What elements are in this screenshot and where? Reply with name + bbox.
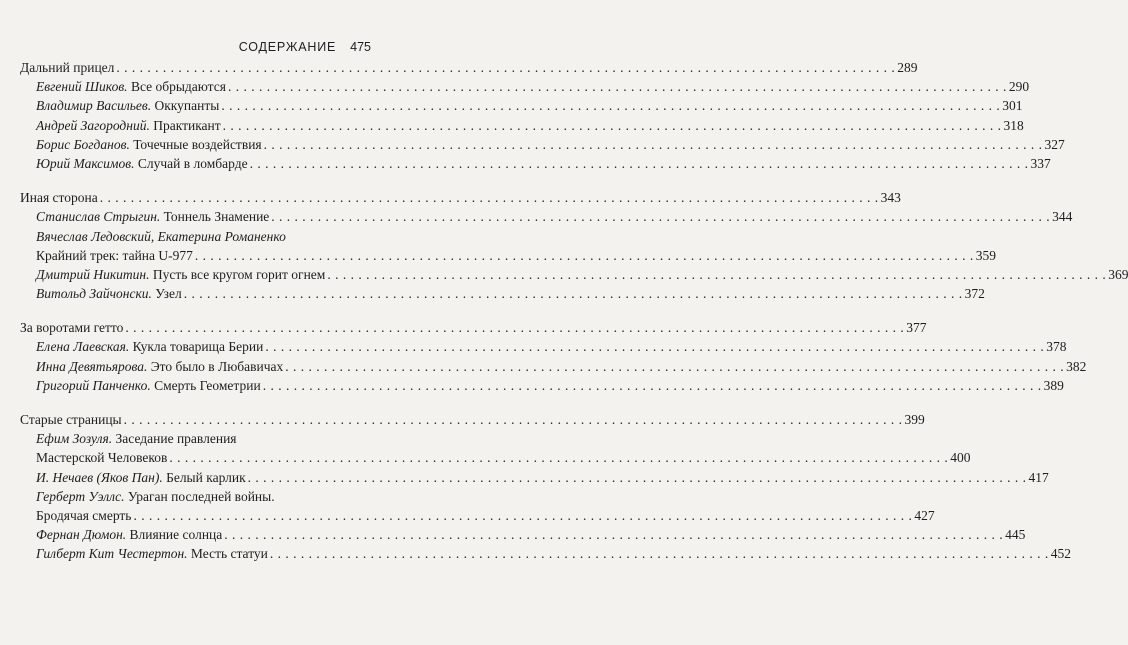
- dot-leader: [264, 135, 1043, 154]
- toc-entry: [20, 468, 1049, 487]
- entry-author: Дмитрий Никитин.: [36, 266, 150, 282]
- page-number: 290: [1008, 79, 1030, 95]
- entry-title: Белый карлик: [166, 469, 246, 485]
- entry-author: Станислав Стрыгин.: [36, 209, 161, 225]
- entry-author: Витольд Зайчонски.: [36, 286, 152, 302]
- toc-entry: [20, 376, 1064, 395]
- entry-text: [36, 337, 263, 356]
- toc-entry: [20, 525, 1026, 544]
- page-number: 301: [1002, 98, 1023, 114]
- section-heading: [20, 318, 927, 337]
- toc-section: [20, 58, 1065, 173]
- section-heading: [20, 188, 901, 207]
- entry-text: [36, 135, 262, 154]
- dot-leader: [116, 58, 895, 77]
- entry-title: Тоннель Знамение: [163, 209, 270, 225]
- entry-title: Узел: [155, 286, 182, 302]
- page-number: 327: [1044, 136, 1065, 152]
- dot-leader: [223, 116, 1002, 135]
- entry-text: [36, 227, 286, 246]
- dot-leader: [327, 265, 1106, 284]
- dot-leader: [125, 318, 904, 337]
- entry-text: [36, 376, 261, 395]
- page-number: 400: [950, 450, 971, 466]
- page-number: 382: [1066, 358, 1087, 374]
- toc-entry: [20, 448, 971, 467]
- entry-author: Фернан Дюмон.: [36, 527, 127, 543]
- toc-entry: [20, 207, 1073, 226]
- entry-title: Бродячая смерть: [36, 507, 132, 523]
- entry-author: Григорий Панченко.: [36, 377, 151, 393]
- dot-leader: [100, 188, 879, 207]
- entry-author: Елена Лаевская.: [36, 339, 130, 355]
- dot-leader: [184, 284, 963, 303]
- toc-section: [20, 188, 1128, 303]
- table-of-contents: [20, 58, 1128, 579]
- toc-entry: [20, 135, 1065, 154]
- section-title: Дальний прицел: [20, 60, 115, 75]
- entry-author: Владимир Васильев.: [36, 98, 152, 114]
- entry-text: [36, 544, 268, 563]
- toc-entry: [20, 357, 1087, 376]
- toc-entry: [20, 116, 1024, 135]
- toc-entry: [20, 246, 997, 265]
- entry-title: Месть статуи: [190, 546, 268, 562]
- page-number: 359: [975, 247, 997, 263]
- entry-text: [36, 468, 246, 487]
- dot-leader: [124, 410, 903, 429]
- entry-text: [36, 154, 248, 173]
- running-head: [239, 40, 371, 54]
- entry-author: Евгений Шиков.: [36, 79, 128, 95]
- page-number: 452: [1050, 546, 1072, 562]
- entry-text: [36, 284, 182, 303]
- page-number: 378: [1046, 339, 1067, 355]
- page-number: 427: [914, 507, 935, 523]
- dot-leader: [195, 246, 974, 265]
- section-title: Старые страницы: [20, 412, 122, 427]
- dot-leader: [133, 506, 912, 525]
- dot-leader: [224, 525, 1003, 544]
- entry-text: [36, 357, 283, 376]
- entry-author: Герберт Уэллс.: [36, 488, 125, 504]
- section-heading: [20, 410, 925, 429]
- toc-entry: [20, 96, 1023, 115]
- entry-text: [36, 448, 167, 467]
- page-number: 343: [880, 190, 901, 206]
- entry-text: [36, 246, 193, 265]
- toc-entry: [20, 77, 1030, 96]
- dot-leader: [270, 544, 1049, 563]
- entry-title: Смерть Геометрии: [154, 377, 261, 393]
- dot-leader: [228, 77, 1007, 96]
- dot-leader: [271, 207, 1050, 226]
- entry-text: [36, 487, 275, 506]
- page-number: 318: [1003, 117, 1024, 133]
- entry-title: Точечные воздействия: [133, 136, 262, 152]
- entry-author: Инна Девятьярова.: [36, 358, 148, 374]
- dot-leader: [169, 448, 948, 467]
- toc-entry: [20, 337, 1067, 356]
- page-number: 372: [964, 286, 985, 302]
- entry-author: Вячеслав Ледовский, Екатерина Романенко: [36, 228, 286, 244]
- entry-title: Кукла товарища Берии: [132, 339, 264, 355]
- entry-title: Это было в Любавичах: [150, 358, 284, 374]
- page-number: 344: [1052, 209, 1073, 225]
- toc-entry: [20, 506, 935, 525]
- entry-author: Ефим Зозуля.: [36, 431, 113, 447]
- page-number: 289: [897, 60, 918, 75]
- entry-text: [36, 207, 269, 226]
- toc-entry: [20, 154, 1051, 173]
- toc-entry: [20, 429, 371, 448]
- page-number: 377: [906, 320, 927, 336]
- entry-author: Борис Богданов.: [36, 136, 130, 152]
- entry-text: [36, 525, 222, 544]
- toc-entry: [20, 544, 1072, 563]
- entry-title: Влияние солнца: [129, 527, 223, 543]
- section-title: Иная сторона: [20, 190, 98, 206]
- page-number: 445: [1005, 527, 1026, 543]
- entry-author: И. Нечаев (Яков Пан).: [36, 469, 163, 485]
- entry-title: Все обрыдаются: [130, 79, 226, 95]
- entry-title: Практикант: [153, 117, 221, 133]
- toc-section: [20, 318, 1087, 395]
- entry-title: Заседание правления: [115, 431, 237, 447]
- dot-leader: [285, 357, 1064, 376]
- page-number: 417: [1028, 469, 1049, 485]
- section-heading: [20, 58, 918, 77]
- dot-leader: [248, 468, 1027, 487]
- page-number: 337: [1030, 155, 1051, 171]
- entry-title: Пусть все кругом горит огнем: [152, 266, 326, 282]
- dot-leader: [263, 376, 1042, 395]
- toc-section: [20, 410, 1072, 564]
- toc-entry: [20, 265, 1128, 284]
- entry-title: Случай в ломбарде: [137, 155, 248, 171]
- section-title: За воротами гетто: [20, 320, 124, 336]
- page-number: 389: [1043, 377, 1064, 393]
- page-number: 399: [904, 412, 925, 427]
- entry-text: [36, 429, 237, 448]
- page-number: 369: [1108, 266, 1128, 282]
- entry-author: Юрий Максимов.: [36, 155, 135, 171]
- entry-author: Андрей Загородний.: [36, 117, 150, 133]
- dot-leader: [250, 154, 1029, 173]
- toc-entry: [20, 227, 371, 246]
- toc-entry: [20, 284, 985, 303]
- entry-text: [36, 506, 131, 525]
- entry-title: Ураган последней войны.: [127, 488, 275, 504]
- dot-leader: [265, 337, 1044, 356]
- entry-title: Оккупанты: [154, 98, 220, 114]
- entry-text: [36, 77, 226, 96]
- entry-title: Мастерской Человеков: [36, 450, 168, 466]
- entry-author: Гилберт Кит Честертон.: [36, 546, 188, 562]
- folio-page-number: 475: [350, 40, 371, 54]
- running-head-title: СОДЕРЖАНИЕ: [238, 40, 337, 54]
- dot-leader: [221, 96, 1000, 115]
- toc-entry: [20, 487, 371, 506]
- entry-text: [36, 265, 325, 284]
- entry-text: [36, 96, 219, 115]
- entry-title: Крайний трек: тайна U-977: [36, 247, 193, 263]
- entry-text: [36, 116, 221, 135]
